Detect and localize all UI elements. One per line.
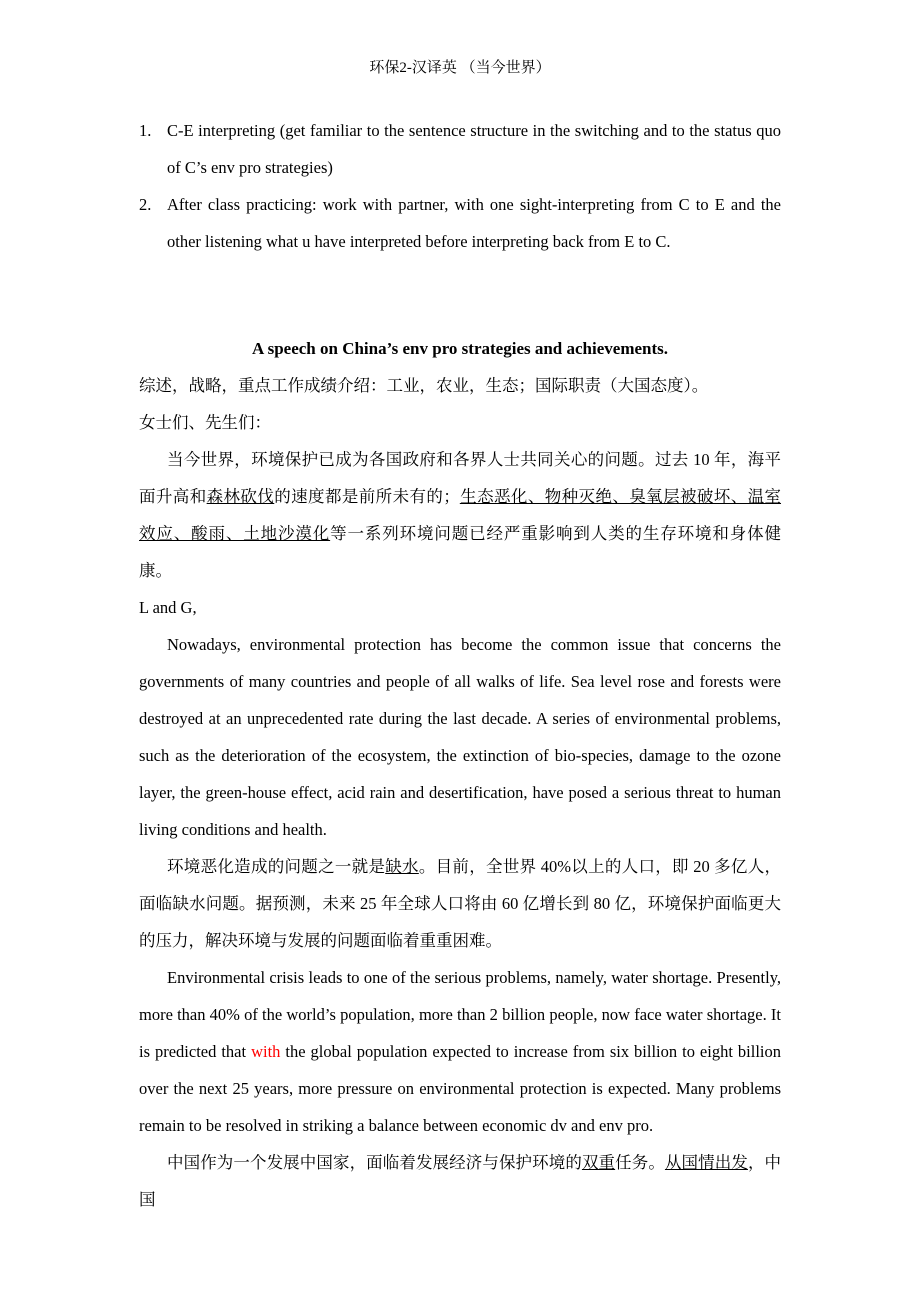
- text-segment: 中国作为一个发展中国家，面临着发展经济与保护环境的: [167, 1153, 582, 1172]
- text-segment: 。目前，全世界 40%以上的人口，即 20 多亿人，面临缺水问题。据预测，未来 25 年全球人口将由 60 亿增长到 80 亿，环境保护面临更大的压力，解决环境与发展的问题面临着重重困难。: [139, 857, 781, 950]
- text-segment: 双重: [581, 1153, 616, 1172]
- text-segment: Environmental crisis leads to one of the serious problems, namely, water shortage. Presently, more than 40% of the world’s population, more than 2 billion people, now face water shortage. It is predicted that: [139, 968, 781, 1061]
- speech-title: A speech on China’s env pro strategies and achievements.: [251, 339, 669, 358]
- text-segment: 森林砍伐: [206, 487, 275, 506]
- text-segment: 的速度都是前所未有的；: [274, 487, 460, 506]
- text-segment: 缺水: [385, 857, 419, 876]
- text-segment: 等一系列环境问题已经严重影响到人类的生存环境和身体健康。: [139, 524, 781, 580]
- paragraph-chinese-3: [139, 1144, 781, 1218]
- text-segment: 环境恶化造成的问题之一就是: [167, 857, 386, 876]
- text-segment: with: [251, 1042, 281, 1061]
- text-segment: 任务。: [615, 1153, 665, 1172]
- list-item-number: 2.: [139, 195, 152, 214]
- text-segment: the global population expected to increase from six billion to eight billion over the next 25 years, more pressure on environmental protection is expected. Many problems remain to be resolved in striking a balance between economic dv and env pro.: [139, 1042, 781, 1135]
- list-item-2: [139, 186, 781, 260]
- document-header: 环保2-汉译英 （当今世界）: [369, 60, 551, 76]
- speech-outline: 综述，战略，重点工作成绩介绍：工业，农业，生态；国际职责（大国态度）。: [139, 376, 709, 395]
- salutation-english: L and G,: [139, 598, 197, 617]
- text-segment: ，中国: [139, 1153, 782, 1209]
- list-item-number: 1.: [139, 121, 152, 140]
- text-segment: 当今世界，环境保护已成为各国政府和各界人士共同关心的问题。过去 10 年，海平面升高和: [139, 450, 781, 506]
- numbered-list: [139, 112, 781, 260]
- list-item-text: C-E interpreting (get familiar to the sentence structure in the switching and to the status quo of C’s env pro strategies): [167, 121, 781, 177]
- paragraph-chinese-1: [139, 441, 781, 589]
- paragraph-english-2: [139, 959, 781, 1144]
- text-segment: 生态恶化、物种灭绝、臭氧层被破坏、温室效应、酸雨、土地沙漠化: [139, 487, 782, 543]
- list-item-1: [139, 112, 781, 186]
- salutation-chinese: 女士们、先生们：: [139, 413, 271, 432]
- text-segment: 从国情出发: [664, 1153, 748, 1172]
- paragraph-english-1: Nowadays, environmental protection has become the common issue that concerns the governments of many countries and people of all walks of life. Sea level rose and forests were destroyed at an unprecedented rate during the last decade. A series of environmental problems, such as the deterioration of the ecosystem, the extinction of bio-species, damage to the ozone layer, the green-house effect, acid rain and desertification, have posed a serious threat to human living conditions and health.: [139, 635, 781, 839]
- paragraph-chinese-2: [139, 848, 781, 959]
- list-item-text: After class practicing: work with partner, with one sight-interpreting from C to E and the other listening what u have interpreted before interpreting back from E to C.: [167, 195, 781, 251]
